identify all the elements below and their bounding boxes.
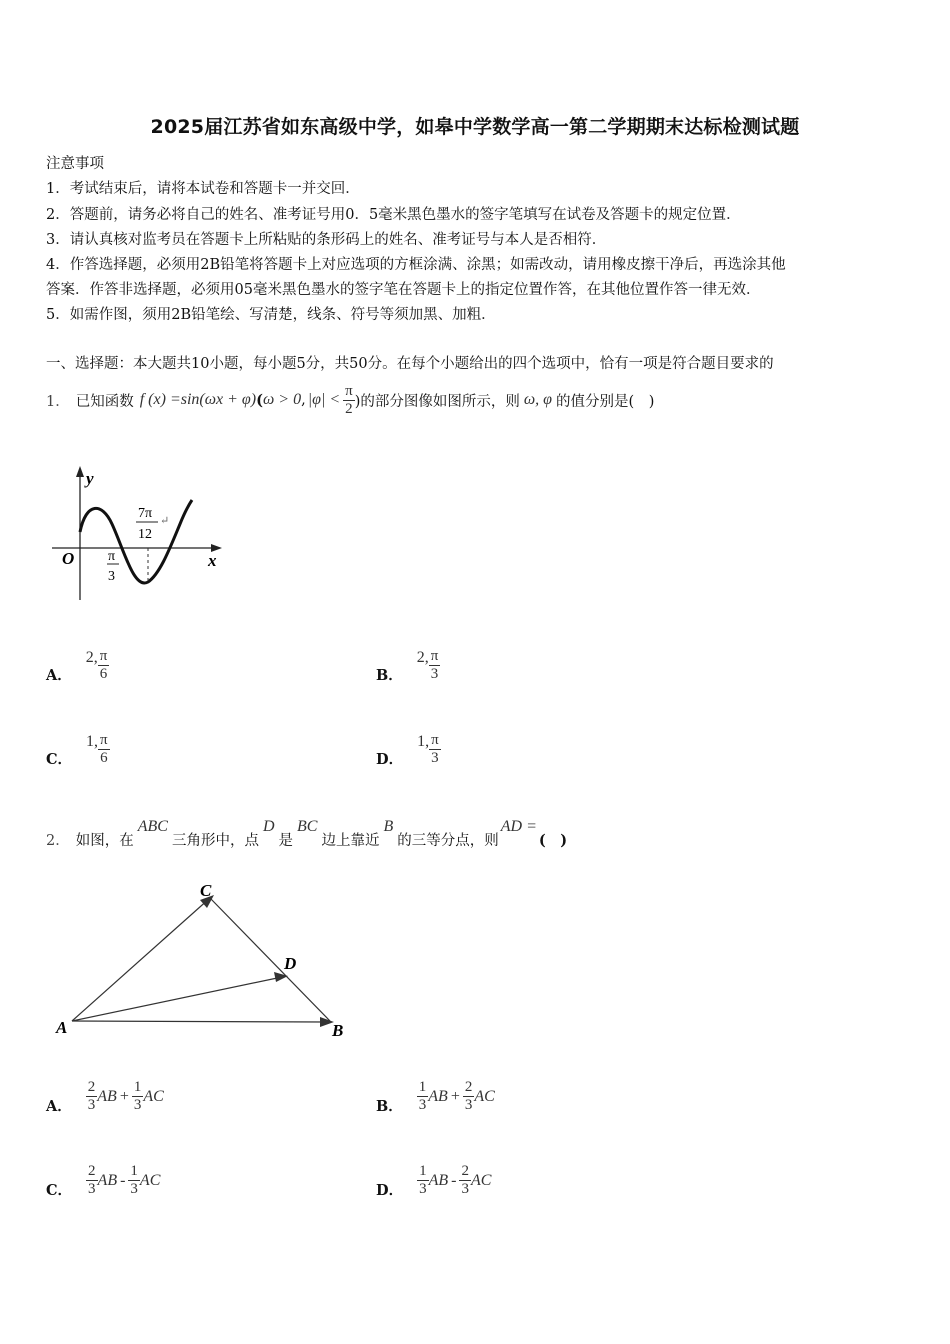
sine-graph — [46, 462, 231, 607]
x-label: x — [208, 551, 217, 570]
q2-option-b[interactable]: B． $\frac{1}{3}$ AB + $\frac{2}{3}$ AC — [376, 1079, 495, 1115]
triangle-figure — [50, 876, 355, 1041]
omega-condition: ω > 0 — [262, 391, 302, 408]
question-text: 的值分别是( ) — [556, 393, 655, 410]
vector-ad: AD = — [500, 818, 537, 835]
vector-ad-line — [72, 977, 282, 1021]
notice-item: 3．请认真核对监考员在答题卡上所粘贴的条形码上的姓名、准考证号与本人是否相符． — [46, 232, 607, 248]
q1-option-c[interactable]: C． 1, $\frac{\pi}{6}$ — [46, 732, 108, 768]
arrow-d-icon — [274, 972, 288, 982]
y-label: y — [86, 469, 94, 488]
q1-option-a[interactable]: A． 2, $\frac{\pi}{6}$ — [46, 648, 108, 684]
question-1-stem — [46, 377, 654, 423]
phi-condition: |φ| < — [307, 391, 341, 408]
triangle-name: ABC — [137, 818, 168, 835]
paren: ( — [256, 391, 263, 409]
q2-option-a[interactable]: A． $\frac{2}{3}$ AB + $\frac{1}{3}$ AC — [46, 1079, 164, 1115]
return-mark: ↵ — [160, 515, 170, 527]
question-text: 边上靠近 — [321, 833, 380, 849]
vector-ac — [72, 898, 210, 1021]
q2-option-d[interactable]: D． $\frac{1}{3}$ AB - $\frac{2}{3}$ AC — [376, 1163, 492, 1199]
label-c: C — [200, 881, 212, 900]
q2-option-c[interactable]: C． $\frac{2}{3}$ AB - $\frac{1}{3}$ AC — [46, 1163, 161, 1199]
notice-item: 5．如需作图，须用2B铅笔绘、写清楚，线条、符号等须加黑、加粗． — [46, 307, 496, 323]
question-text: 是 — [278, 833, 294, 849]
variables: ω, φ — [523, 391, 553, 408]
question-number: 2． — [46, 833, 70, 849]
question-number: 1． — [46, 393, 70, 410]
vector-ab — [72, 1021, 326, 1022]
notice-item: 答案．作答非选择题，必须用05毫米黑色墨水的签字笔在答题卡上的指定位置作答，在其他位置作答一律无效． — [46, 282, 761, 298]
q1-option-d[interactable]: D． 1, $\frac{\pi}{3}$ — [376, 732, 439, 768]
point-b: B — [383, 818, 394, 835]
question-2-stem — [46, 814, 567, 850]
question-text: 如图，在 — [75, 833, 134, 849]
label-b: B — [332, 1021, 344, 1040]
side-cb — [210, 898, 330, 1021]
origin-label: O — [62, 549, 75, 568]
question-text: 的三等分点，则 — [397, 833, 499, 849]
question-text: )的部分图像如图所示，则 — [354, 393, 520, 410]
comma: , — [301, 392, 306, 408]
pi-over-two: $\frac{\pi}{2}$ — [345, 382, 353, 417]
point-d: D — [262, 818, 275, 835]
tick-pi3-den: 3 — [108, 569, 115, 584]
question-text: 已知函数 — [75, 393, 134, 410]
tick-7pi12-den: 12 — [138, 527, 152, 542]
tick-7pi12-num: 7π — [138, 506, 153, 521]
question-text: 三角形中，点 — [171, 833, 259, 849]
label-d: D — [284, 954, 297, 973]
notice-item: 1．考试结束后，请将本试卷和答题卡一并交回． — [46, 181, 360, 197]
section-heading: 一、选择题：本大题共10小题，每小题5分，共50分。在每个小题给出的四个选项中，恰有一项是符合题目要求的 — [46, 356, 774, 372]
sine-curve — [80, 500, 192, 583]
notice-item: 4．作答选择题，必须用2B铅笔将答题卡上对应选项的方框涂满、涂黑；如需改动，请用橡皮擦干净后，再选涂其他 — [46, 257, 786, 273]
page-title: 2025届江苏省如东高级中学，如皋中学数学高一第二学期期末达标检测试题 — [150, 116, 800, 138]
question-text: ( ) — [538, 832, 568, 849]
function-expression: f (x) =sin(ωx + φ) — [139, 391, 257, 408]
tick-pi3-num: π — [108, 549, 116, 564]
side-bc: BC — [297, 818, 318, 835]
y-arrow-icon — [76, 466, 84, 477]
notice-item: 2．答题前，请务必将自己的姓名、准考证号用0．5毫米黑色墨水的签字笔填写在试卷及答题卡的规定位置． — [46, 207, 741, 223]
notice-heading: 注意事项 — [46, 156, 104, 172]
label-a: A — [56, 1018, 68, 1037]
q1-option-b[interactable]: B． 2, $\frac{\pi}{3}$ — [376, 648, 439, 684]
